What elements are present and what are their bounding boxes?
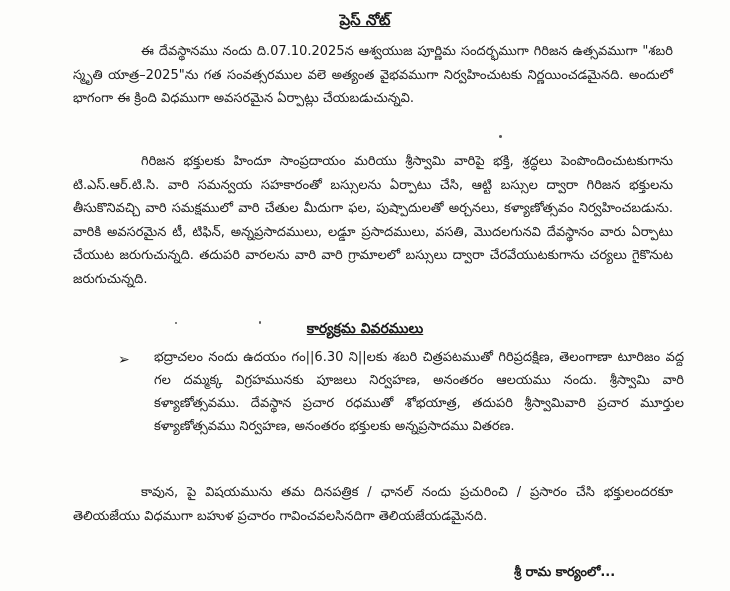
scan-speck bbox=[499, 135, 502, 138]
page-title: ప్రెస్ నోట్ bbox=[339, 11, 391, 29]
programme-heading: కార్యక్రమ వివరములు bbox=[306, 321, 424, 337]
signature-line: శ్రీ రామ కార్యంలో... bbox=[514, 565, 616, 580]
paragraph-intro: ఈ దేవస్థానము నందు ది.07.10.2025న ఆశ్వయుజ పూర్ణిమ సందర్భముగా గిరిజన ఉత్సవముగా "శబరి స్మృతి యాత్ర–2025"ను గత సంవత్సరముల వలె అత్యంత వైభవముగా నిర్వహించుటకు నిర్ణయించడమైనది. అందులో భాగంగా ఈ క్రింది విధముగా అవసరమైన ఏర్పాట్లు చేయబడుచున్నవి. bbox=[73, 44, 673, 106]
paragraph-arrangements: గిరిజన భక్తులకు హిందూ సాంప్రదాయం మరియు శ్రీస్వామి వారిపై భక్తి, శ్రద్ధలు పెంపొందించుటకుగాను టి.ఎస్.ఆర్.టి.సి. వారి సమన్వయ సహకారంతో బస్సులను ఏర్పాటు చేసి, ఆట్టి బస్సుల ద్వారా గిరిజన భక్తులను తీసుకొనివచ్చి వారి సమక్షములో వారి చేతుల మీదుగా ఫల, పుష్పాదులతో అర్చనలు, కళ్యాణోత్సవం నిర్వహించబడును. వారికి అవసరమైన టీ, టిఫిన్, అన్నప్రసాదములు, లడ్డూ ప్రసాదములు, వసతి, మొదలగునవి దేవస్థానం వారు ఏర్పాటు చేయుట జరుగుచున్నది. తదుపరి వారలను వారి వారి గ్రామాలలో బస్సులు ద్వారా చేరవేయుటకుగాను చర్యలు గైకొనుట జరుగుచున్నది. bbox=[73, 154, 673, 287]
programme-details: భద్రాచలం నందు ఉదయం గం||6.30 ని||లకు శబరి చిత్రపటముతో గిరిప్రదక్షిణ, తెలంగాణా టూరిజం వద్ద గల దమ్మక్క విగ్రహమునకు పూజలు నిర్వహణ, అనంతరం ఆలయము నందు. శ్రీస్వామి వారి కళ్యాణోత్సవము. దేవస్థాన ప్రచార రధముతో శోభయాత్ర, తదుపరి శ్రీస్వామివారి ప్రచార మూర్తుల కళ్యాణోత్సవము నిర్వహణ, అనంతరం భక్తులకు అన్నప్రసాదము వితరణ. bbox=[154, 350, 684, 434]
paragraph-request: కావున, పై విషయమును తమ దినపత్రిక / ఛానల్ నందు ప్రచురించి / ప్రసారం చేసి భక్తులందరకూ తెలియజేయు విధముగా బహుళ ప్రచారం గావించవలసినదిగా తెలియజేయడమైనది. bbox=[73, 485, 673, 524]
arrow-bullet-icon: ➢ bbox=[118, 352, 130, 368]
scan-speck bbox=[259, 321, 261, 324]
scan-speck bbox=[175, 322, 177, 324]
